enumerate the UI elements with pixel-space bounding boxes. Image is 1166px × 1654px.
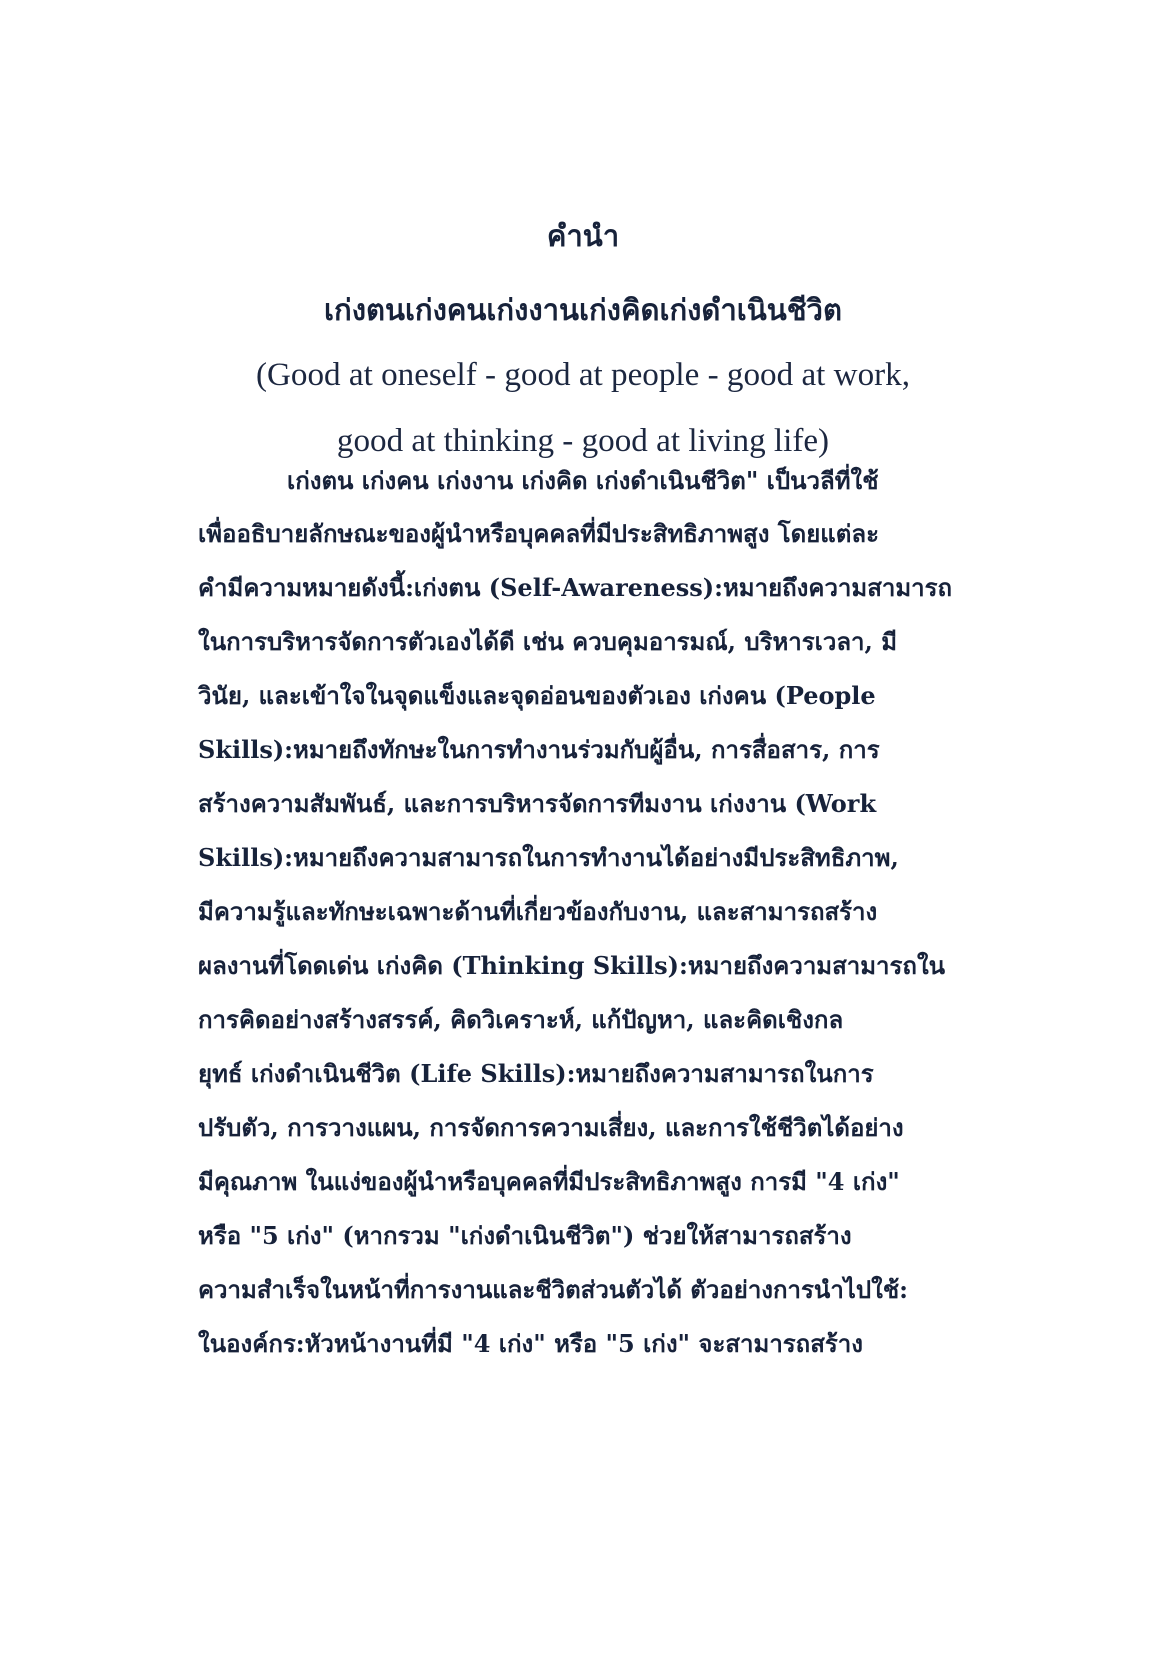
body-line: ผลงานที่โดดเด่น เก่งคิด (Thinking Skills):หมายถึงความสามารถใน (198, 951, 946, 980)
body-line: คำมีความหมายดังนี้:เก่งตน (Self-Awareness):หมายถึงความสามารถ (198, 573, 953, 602)
body-line: มีความรู้และทักษะเฉพาะด้านที่เกี่ยวข้องกับงาน, และสามารถสร้าง (198, 897, 878, 926)
body-line: เก่งตน เก่งคน เก่งงาน เก่งคิด เก่งดำเนินชีวิต" เป็นวลีที่ใช้ (287, 466, 879, 495)
body-line: สร้างความสัมพันธ์, และการบริหารจัดการทีมงาน เก่งงาน (Work (198, 789, 877, 818)
body-line: การคิดอย่างสร้างสรรค์, คิดวิเคราะห์, แก้ปัญหา, และคิดเชิงกล (198, 1005, 844, 1034)
body-line: หรือ "5 เก่ง" (หากรวม "เก่งดำเนินชีวิต") ช่วยให้สามารถสร้าง (198, 1221, 852, 1250)
body-line: เพื่ออธิบายลักษณะของผู้นำหรือบุคคลที่มีประสิทธิภาพสูง โดยแต่ละ (198, 519, 879, 548)
body-line: Skills):หมายถึงทักษะในการทำงานร่วมกับผู้อื่น, การสื่อสาร, การ (198, 735, 880, 764)
page-subtitle: เก่งตนเก่งคนเก่งงานเก่งคิดเก่งดำเนินชีวิต (324, 293, 842, 327)
body-line: ความสำเร็จในหน้าที่การงานและชีวิตส่วนตัวได้ ตัวอย่างการนำไปใช้: (198, 1275, 908, 1304)
english-title-line-1: (Good at oneself - good at people - good at work, (255, 356, 911, 393)
body-line: วินัย, และเข้าใจในจุดแข็งและจุดอ่อนของตัวเอง เก่งคน (People (198, 681, 876, 710)
body-line: ยุทธ์ เก่งดำเนินชีวิต (Life Skills):หมายถึงความสามารถในการ (198, 1059, 874, 1088)
body-line: ในการบริหารจัดการตัวเองได้ดี เช่น ควบคุมอารมณ์, บริหารเวลา, มี (198, 627, 898, 656)
body-line: ปรับตัว, การวางแผน, การจัดการความเสี่ยง, และการใช้ชีวิตได้อย่าง (198, 1113, 904, 1142)
english-title-line-2: good at thinking - good at living life) (336, 422, 830, 459)
body-line: ในองค์กร:หัวหน้างานที่มี "4 เก่ง" หรือ "5 เก่ง" จะสามารถสร้าง (198, 1329, 863, 1358)
page-title: คำนำ (546, 219, 620, 253)
body-line: Skills):หมายถึงความสามารถในการทำงานได้อย่างมีประสิทธิภาพ, (198, 843, 899, 872)
body-line: มีคุณภาพ ในแง่ของผู้นำหรือบุคคลที่มีประสิทธิภาพสูง การมี "4 เก่ง" (198, 1167, 900, 1196)
